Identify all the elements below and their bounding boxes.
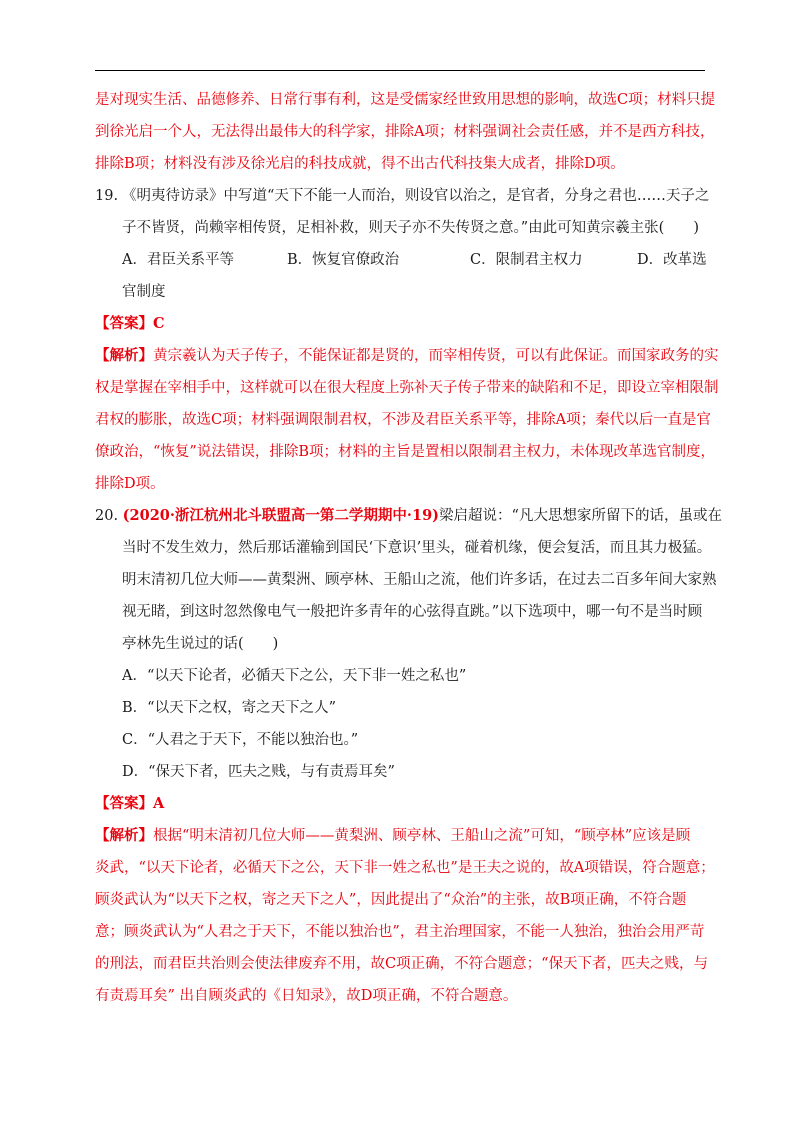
q20-analysis-line-2: 炎武，“以天下论者，必循天下之公，天下非一姓之私也”是王夫之说的，故A项错误，符合题意； [95,860,715,876]
q20-option-b: B．“以天下之权，寄之天下之人” [122,700,336,716]
q19-number: 19. [95,188,119,204]
q20-stem-line-2: 当时不发生效力，然后那话灌输到国民‘下意识’里头，碰着机缘，便会复活，而且其力极猛。 [122,540,712,556]
prev-analysis-line-1: 是对现实生活、品德修养、日常行事有利，这是受儒家经世致用思想的影响，故选C项；材料只提 [95,92,716,108]
q19-analysis-text-1: 黄宗羲认为天子传子，不能保证都是贤的，而宰相传贤，可以有此保证。而国家政务的实 [153,348,719,364]
q20-analysis-line-3: 顾炎武认为“以天下之权，寄之天下之人”，因此提出了“众治”的主张，故B项正确，不符合题 [95,892,687,908]
q19-analysis-line-2: 权是掌握在宰相手中，这样就可以在很大程度上弥补天子传子带来的缺陷和不足，即设立宰相限制 [95,380,719,396]
q19-option-a: A．君臣关系平等 [122,252,234,268]
q20-analysis-label: 【解析】 [95,827,153,844]
header-rule [95,70,705,71]
q19-analysis-line-3: 君权的膨胀，故选C项；材料强调限制君权，不涉及君臣关系平等，排除A项；秦代以后一直是官 [95,412,712,428]
q19-analysis-line-4: 僚政治，“恢复”说法错误，排除B项；材料的主旨是置相以限制君主权力，未体现改革选官制度， [95,444,715,460]
q19-stem-line-1: 《明夷待访录》中写道“天下不能一人而治，则设官以治之，是官者，分身之君也……天子之 [122,188,710,204]
q20-stem-line-5: 亭林先生说过的话( ) [122,636,279,652]
q20-option-a: A．“以天下论者，必循天下之公，天下非一姓之私也” [122,668,467,684]
q20-analysis-line-5: 的刑法，而君臣共治则会使法律废弃不用，故C项正确，不符合题意；“保天下者，匹夫之贱，与 [95,956,709,972]
q20-answer [95,794,164,814]
q19-answer-label: 【答案】 [95,315,153,332]
q19-option-d-continued: 官制度 [122,284,166,300]
q20-source: (2020·浙江杭州北斗联盟高一第二学期期中·19) [122,507,440,524]
q20-option-d: D．“保天下者，匹夫之贱，与有责焉耳矣” [122,764,395,780]
q20-analysis-text-1: 根据“明末清初几位大师——黄梨洲、顾亭林、王船山之流”可知，“顾亭林”应该是顾 [153,828,691,844]
q19-analysis-label: 【解析】 [95,347,153,364]
q19-answer [95,314,165,334]
q20-stem-line-4: 视无睹，到这时忽然像电气一般把许多青年的心弦得直跳。”以下选项中，哪一句不是当时顾 [122,604,703,620]
q19-option-c: C．限制君主权力 [470,252,583,268]
q20-answer-label: 【答案】 [95,795,153,812]
prev-analysis-line-2: 到徐光启一个人，无法得出最伟大的科学家，排除A项；材料强调社会责任感，并不是西方科技， [95,124,715,140]
prev-analysis-line-3: 排除B项；材料没有涉及徐光启的科技成就，得不出古代科技集大成者，排除D项。 [95,156,625,172]
q20-answer-value: A [153,795,165,812]
q20-analysis-line-4: 意；顾炎武认为“人君之于天下，不能以独治也”，君主治理国家，不能一人独治，独治会用严苛 [95,924,705,940]
q20-stem-line-1 [95,506,722,526]
q20-number: 20. [95,508,119,524]
q20-analysis-line-1 [95,826,690,846]
q19-option-d: D．改革选 [637,252,707,268]
q20-stem-first: 梁启超说：“凡大思想家所留下的话，虽或在 [439,508,722,524]
q19-option-b: B．恢复官僚政治 [287,252,400,268]
q19-stem-line-2: 子不皆贤，尚赖宰相传贤，足相补救，则天子亦不失传贤之意。”由此可知黄宗羲主张( ) [122,220,699,236]
q19-analysis-line-5: 排除D项。 [95,476,165,492]
q20-stem-line-3: 明末清初几位大师——黄梨洲、顾亭林、王船山之流，他们许多话，在过去二百多年间大家熟 [122,572,717,588]
q19-analysis-line-1 [95,346,719,366]
q20-option-c: C．“人君之于天下，不能以独治也。” [122,732,359,748]
q19-answer-value: C [153,315,165,332]
q20-analysis-line-6: 有责焉耳矣” 出自顾炎武的《日知录》，故D项正确，不符合题意。 [95,988,518,1004]
